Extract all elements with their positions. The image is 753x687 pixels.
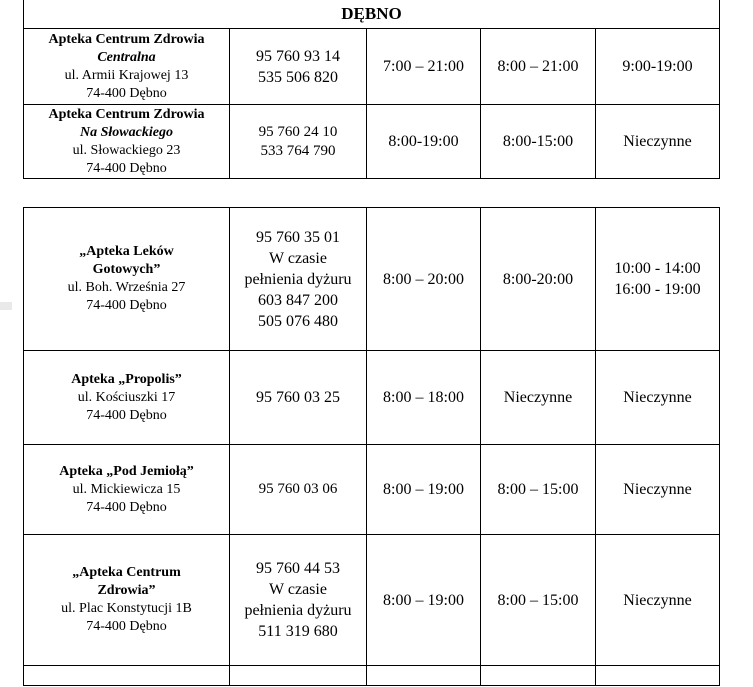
phone-number: 95 760 03 06 [258, 481, 338, 497]
saturday-hours: Nieczynne [481, 351, 596, 445]
phone-number: 95 760 03 25 [256, 389, 340, 406]
phone-number: 95 760 35 01 [256, 228, 340, 246]
sunday-hours-cell [596, 208, 720, 351]
pharmacy-street: ul. Kościuszki 17 [77, 389, 176, 405]
phone-cell [230, 105, 367, 179]
phone-number: 505 076 480 [258, 312, 338, 330]
sunday-hours: 9:00-19:00 [596, 29, 720, 105]
sunday-hours: Nieczynne [596, 445, 720, 535]
pharmacy-name: Apteka Centrum Zdrowia [48, 106, 205, 122]
weekday-hours: 8:00 – 19:00 [367, 535, 481, 666]
pharmacy-street: ul. Boh. Września 27 [67, 280, 186, 295]
table-row [24, 445, 720, 535]
town-title: DĘBNO [24, 0, 720, 29]
saturday-hours: 8:00 – 21:00 [481, 29, 596, 105]
pharmacy-name-cell [24, 535, 230, 666]
pharmacy-name: „Apteka Centrum [72, 565, 181, 580]
empty-cell [230, 666, 367, 686]
pharmacy-city: 74-400 Dębno [86, 298, 167, 313]
sunday-hours: Nieczynne [596, 351, 720, 445]
pharmacy-name: Apteka „Propolis” [71, 371, 182, 387]
saturday-hours: 8:00-15:00 [481, 105, 596, 179]
saturday-hours: 8:00-20:00 [481, 208, 596, 351]
weekday-hours: 7:00 – 21:00 [367, 29, 481, 105]
pharmacy-name: Apteka „Pod Jemiołą” [59, 463, 194, 479]
pharmacy-street: ul. Słowackiego 23 [72, 142, 181, 158]
sunday-hours: Nieczynne [596, 535, 720, 666]
pharmacy-name-cell [24, 29, 230, 105]
table-row [24, 105, 720, 179]
sunday-hours: 10:00 - 14:00 [614, 260, 701, 277]
phone-cell [230, 445, 367, 535]
phone-number: 533 764 790 [260, 142, 336, 159]
saturday-hours: 8:00 – 15:00 [481, 535, 596, 666]
pharmacy-name-cell [24, 351, 230, 445]
weekday-hours: 8:00-19:00 [367, 105, 481, 179]
pharmacy-name-cell [24, 105, 230, 179]
table-row [24, 208, 720, 351]
empty-cell [596, 666, 720, 686]
phone-cell [230, 535, 367, 666]
pharmacy-street: ul. Mickiewicza 15 [72, 481, 181, 497]
saturday-hours: 8:00 – 15:00 [481, 445, 596, 535]
pharmacy-street: ul. Plac Konstytucji 1B [61, 601, 192, 616]
margin-marker [0, 302, 12, 310]
table-row-partial [24, 666, 720, 686]
weekday-hours: 8:00 – 20:00 [367, 208, 481, 351]
pharmacy-table-bottom [23, 207, 720, 686]
duty-note: W czasie [269, 249, 327, 267]
pharmacy-name-cell [24, 208, 230, 351]
pharmacy-subname: Na Słowackiego [80, 124, 173, 140]
table-row [24, 351, 720, 445]
pharmacy-name: Gotowych” [92, 262, 161, 277]
empty-cell [24, 666, 230, 686]
pharmacy-city: 74-400 Dębno [86, 499, 167, 515]
sunday-hours: Nieczynne [596, 105, 720, 179]
phone-number: 95 760 44 53 [256, 560, 340, 577]
duty-note: pełnienia dyżuru [244, 602, 352, 619]
pharmacy-street: ul. Armii Krajowej 13 [64, 67, 189, 83]
empty-cell [481, 666, 596, 686]
table-row [24, 535, 720, 666]
weekday-hours: 8:00 – 18:00 [367, 351, 481, 445]
duty-note: W czasie [269, 581, 327, 598]
pharmacy-city: 74-400 Dębno [86, 619, 167, 634]
phone-number: 535 506 820 [258, 68, 338, 86]
empty-cell [367, 666, 481, 686]
pharmacy-city: 74-400 Dębno [86, 160, 167, 176]
table-row [24, 29, 720, 105]
phone-number: 95 760 93 14 [256, 47, 340, 65]
duty-note: pełnienia dyżuru [244, 270, 352, 288]
pharmacy-subname: Centralna [97, 49, 156, 65]
pharmacy-city: 74-400 Dębno [86, 85, 167, 101]
pharmacy-name: „Apteka Leków [79, 244, 174, 259]
phone-cell [230, 208, 367, 351]
pharmacy-name: Zdrowia” [97, 583, 156, 598]
phone-number: 95 760 24 10 [258, 123, 338, 140]
phone-number: 603 847 200 [258, 291, 338, 309]
pharmacy-city: 74-400 Dębno [86, 407, 167, 423]
weekday-hours: 8:00 – 19:00 [367, 445, 481, 535]
phone-cell [230, 351, 367, 445]
pharmacy-name-cell [24, 445, 230, 535]
sunday-hours: 16:00 - 19:00 [614, 281, 701, 298]
pharmacy-table-top [23, 0, 720, 179]
pharmacy-name: Apteka Centrum Zdrowia [48, 31, 205, 47]
phone-cell [230, 29, 367, 105]
phone-number: 511 319 680 [258, 623, 338, 640]
